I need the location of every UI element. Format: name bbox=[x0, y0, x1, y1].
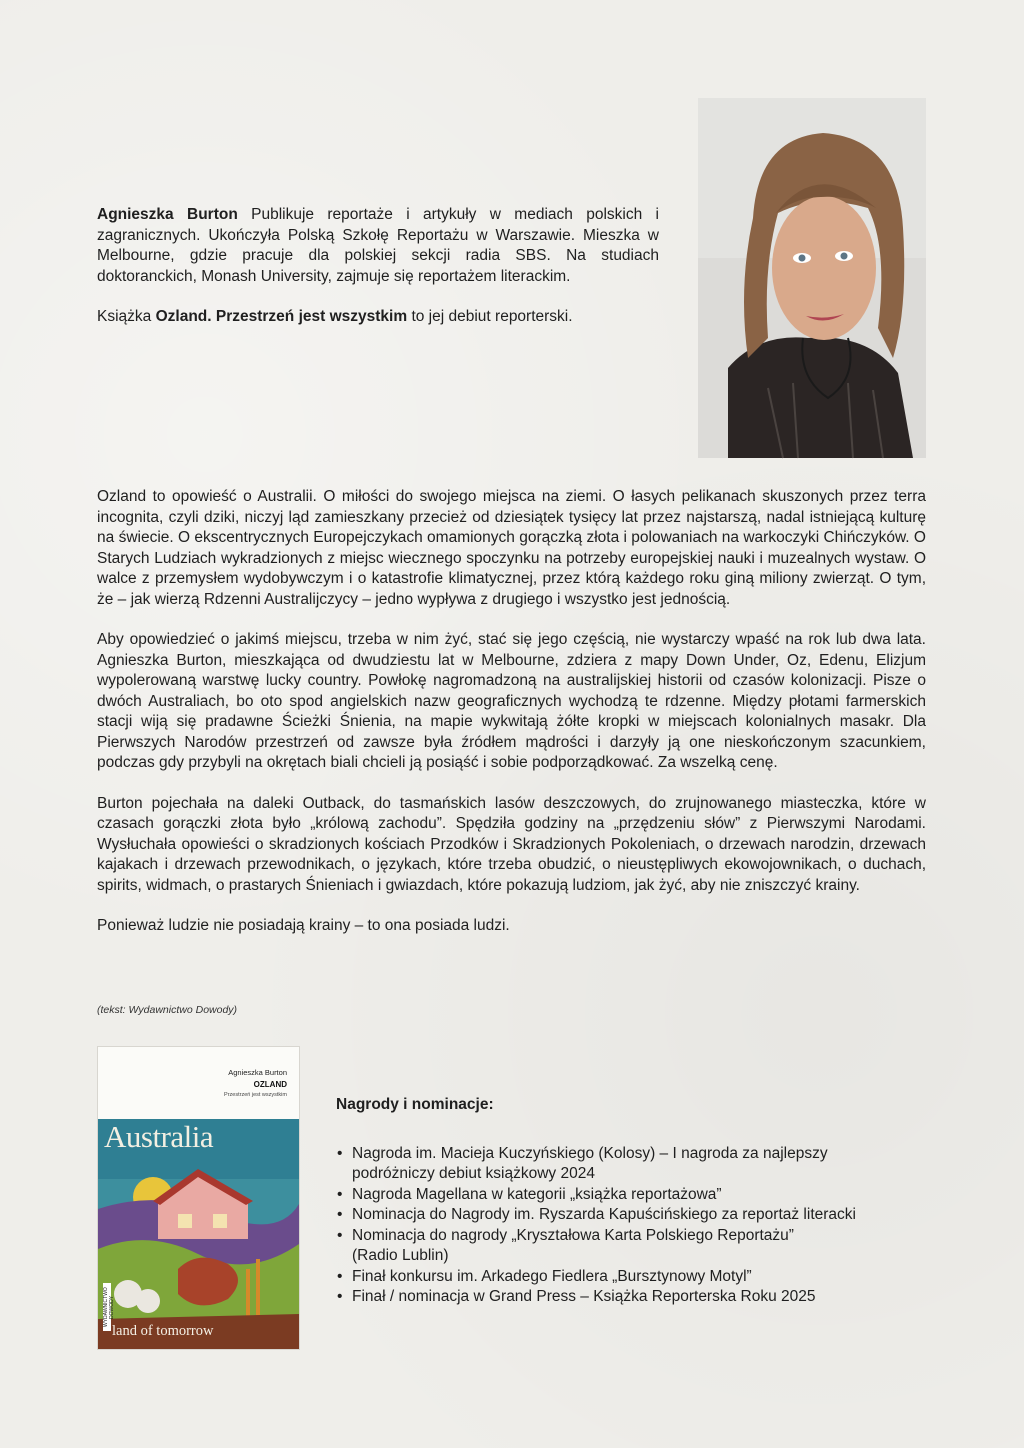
cover-art-title: Australia bbox=[104, 1119, 214, 1154]
cover-author: Agnieszka Burton bbox=[228, 1068, 287, 1077]
cover-title: OZLAND bbox=[253, 1080, 287, 1089]
cover-art-tagline: land of tomorrow bbox=[112, 1323, 214, 1339]
awards-section bbox=[336, 1095, 936, 1308]
source-credit: (tekst: Wydawnictwo Dowody) bbox=[97, 1004, 238, 1016]
description-paragraph: Ozland to opowieść o Australii. O miłości do swojego miejsca na ziemi. O łasych pelikanach skuszonych przez terra incognita, czyli dziki, niczyj ląd zamieszkany przecież od dziesiątek tysięcy lat przez najstarszą, nadal istniejącą kulturę na świecie. O ekscentrycznych Europejczykach omamionych gorączką złota i polowaniach na warkoczyki Chińczyków. O Starych Ludziach wykradzionych z miejsc wiecznego spoczynku na potrzeby europejskiej nauki i muzealnych wystaw. O walce z przemysłem wydobywczym i o katastrofie klimatycznej, przez którą każdego roku giną miliony zwierząt. O tym, że – jak wierzą Rdzenni Australijczycy – jedno wypływa z drugiego i wszystko jest jednością. bbox=[97, 488, 926, 608]
award-item: • Finał konkursu im. Arkadego Fiedlera „Bursztynowy Motyl” bbox=[352, 1267, 936, 1288]
book-title: Ozland. Przestrzeń jest wszystkim bbox=[155, 308, 408, 325]
award-text-cont: podróżniczy debiut książkowy 2024 bbox=[352, 1165, 595, 1182]
book-cover bbox=[97, 1046, 300, 1350]
description-paragraph: Aby opowiedzieć o jakimś miejscu, trzeba w nim żyć, stać się jego częścią, nie wystarczy wpaść na rok lub dwa lata. Agnieszka Burton, mieszkająca od dwudziestu lat w Melbourne, zdziera z mapy Down Under, Oz, Edenu, Elizjum wypolerowaną warstwę lucky country. Powłokę nagromadzoną na australijskiej historii od czasów kolonizacji. Pisze o dwóch Australiach, bo oto spod angielskich nazw geograficznych wychodzą te rdzenne. Między płotami farmerskich stacji wiją się pradawne Ścieżki Śnienia, na mapie wykwitają żółte kropki w miejscach kolonialnych masakr. Dla Pierwszych Narodów przestrzeń od zawsze była źródłem mądrości i darzyły ją one nieskończonym szacunkiem, podczas gdy przybyli na okrętach biali chcieli ją posiąść i sobie podporządkować. Za wszelką cenę. bbox=[97, 631, 926, 771]
description-paragraph: Ponieważ ludzie nie posiadają krainy – to ona posiada ludzi. bbox=[97, 917, 510, 934]
author-photo bbox=[698, 98, 926, 458]
award-text: Nagroda im. Macieja Kuczyńskiego (Kolosy) – I nagroda za najlepszy bbox=[352, 1144, 828, 1162]
award-item: • Nagroda Magellana w kategorii „książka reportażowa” bbox=[352, 1185, 936, 1206]
description-paragraph: Burton pojechała na daleki Outback, do tasmańskich lasów deszczowych, do zrujnowanego miasteczka, które w czasach gorączki złota było „królową zachodu”. Spędziła godziny na „przędzeniu słów” z Pierwszymi Narodami. Wysłuchała opowieści o skradzionych kościach Przodków i Skradzionych Pokoleniach, o drzewach narodzin, drzewach kajakach i drzewach przewodnikach, o językach, które trzeba obudzić, o nieustępliwych ekowojownikach, o duchach, spirits, widmach, o prastarych Śnieniach i gwiazdach, które pokazują ludziom, jak żyć, aby nie zniszczyć krainy. bbox=[97, 794, 926, 894]
cover-publisher-mark: WYDAWNICTWO DOWODY bbox=[103, 1283, 111, 1331]
bio-paragraph bbox=[97, 205, 659, 287]
debut-prefix: Książka bbox=[97, 308, 156, 325]
award-item bbox=[352, 1226, 936, 1267]
bio-text: Publikuje reportaże i artykuły w mediach polskich i zagranicznych. Ukończyła Polską Szkołę Reportażu w Warszawie. Mieszka w Melbourne, gdzie pracuje dla polskiej sekcji radia SBS. Na studiach doktoranckich, Monash University, zajmuje się reportażem literackim. bbox=[97, 206, 660, 285]
award-text: Nominacja do nagrody „Kryształowa Karta Polskiego Reportażu” bbox=[352, 1226, 794, 1244]
awards-heading: Nagrody i nominacje: bbox=[336, 1096, 494, 1113]
awards-list bbox=[336, 1144, 936, 1308]
award-item: • Nominacja do Nagrody im. Ryszarda Kapuścińskiego za reportaż literacki bbox=[352, 1205, 936, 1226]
award-item bbox=[352, 1144, 936, 1185]
cover-subtitle: Przestrzeń jest wszystkim bbox=[224, 1092, 287, 1098]
award-item: • Finał / nominacja w Grand Press – Książka Reporterska Roku 2025 bbox=[352, 1287, 936, 1308]
debut-line bbox=[97, 307, 659, 328]
debut-suffix: to jej debiut reporterski. bbox=[407, 308, 573, 325]
author-name: Agnieszka Burton bbox=[97, 206, 238, 223]
award-text-cont: (Radio Lublin) bbox=[352, 1247, 449, 1264]
book-description bbox=[97, 487, 926, 957]
author-bio bbox=[97, 205, 659, 348]
